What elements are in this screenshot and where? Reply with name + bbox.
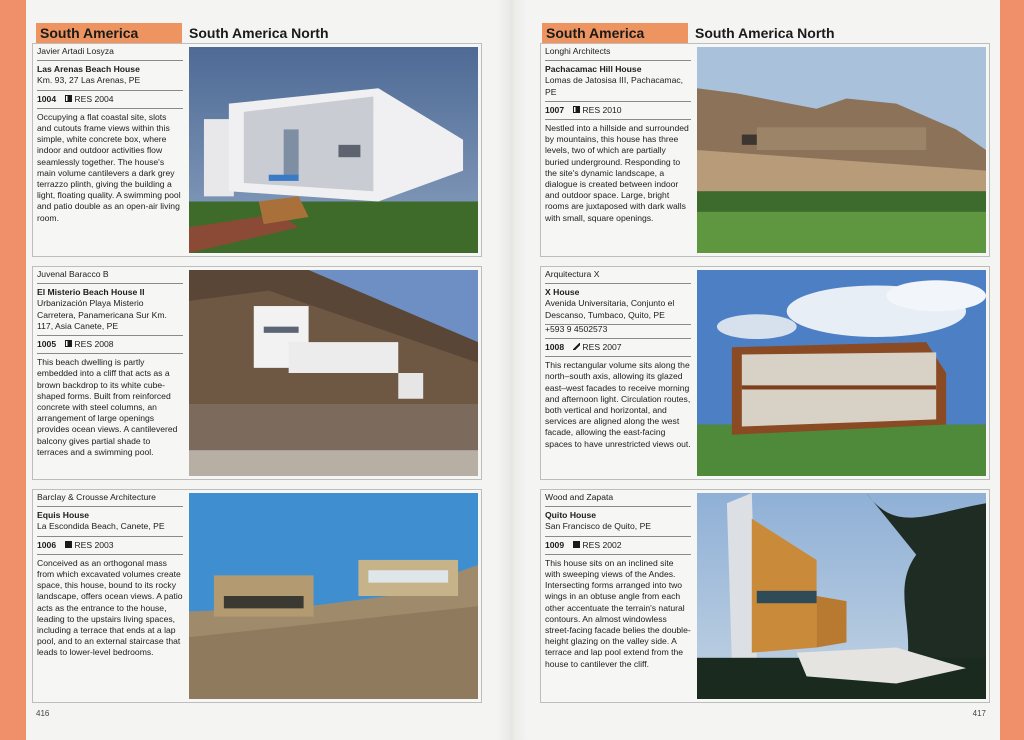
- address: Avenida Universitaria, Conjunto el Descanso, Tumbaco, Quito, PE: [545, 298, 691, 324]
- meta-row: [37, 537, 183, 555]
- building-name: Las Arenas Beach House: [37, 64, 140, 75]
- photo-x-house: [697, 270, 986, 476]
- entry-number: 1008: [545, 342, 565, 353]
- description: Nestled into a hillside and surrounded by mountains, this house has three levels, two of which are partially buried underground. Responding to the site's dynamic landscape, a dialogue is created between indoor and outdoor space. Large, bright rooms are juxtaposed with dark walls with small, square openings.: [545, 123, 689, 223]
- description: This beach dwelling is partly embedded into a cliff that acts as a brown backdrop to its white cube-shaped forms. Built from reinforced concrete with steel columns, an arrangement of large openings provides ocean views. A cantilevered balcony gives partial shade to terraces and a swimming pool.: [37, 357, 178, 457]
- building-name: X House: [545, 287, 580, 298]
- right-page: [528, 0, 1000, 740]
- building-name: Equis House: [37, 510, 90, 521]
- meta-row: [545, 537, 691, 555]
- left-page: [26, 0, 496, 740]
- region-label: South America: [36, 23, 182, 43]
- entry-1008: [540, 266, 990, 480]
- full-square-icon: [65, 541, 72, 548]
- left-header: [36, 23, 329, 43]
- photo-quito-house: [697, 493, 986, 699]
- building-name: Quito House: [545, 510, 597, 521]
- type-year: RES 2010: [582, 104, 622, 115]
- half-square-icon: [65, 95, 72, 102]
- type-year: RES 2004: [74, 93, 114, 104]
- type-year: RES 2002: [582, 539, 622, 550]
- building-name: El Misterio Beach House II: [37, 287, 145, 298]
- architect: Barclay & Crousse Architecture: [37, 490, 183, 507]
- type-year: RES 2003: [74, 539, 114, 550]
- meta-row: [545, 339, 691, 357]
- address: Lomas de Jatosisa III, Pachacamac, PE: [545, 75, 691, 101]
- photo-pachacamac: [697, 47, 986, 253]
- entry-1007: [540, 43, 990, 257]
- entry-1005: [32, 266, 482, 480]
- entry-1006: [32, 489, 482, 703]
- architect: Longhi Architects: [545, 44, 691, 61]
- entry-number: 1006: [37, 539, 57, 550]
- architect: Javier Artadi Losyza: [37, 44, 183, 61]
- meta-row: [37, 336, 183, 354]
- region-label: South America: [542, 23, 688, 43]
- address: La Escondida Beach, Canete, PE: [37, 521, 183, 536]
- address: San Francisco de Quito, PE: [545, 521, 691, 536]
- slope-icon: [573, 343, 580, 350]
- entry-number: 1007: [545, 104, 565, 115]
- architect: Wood and Zapata: [545, 490, 691, 507]
- photo-las-arenas: [189, 47, 478, 253]
- entry-1009: [540, 489, 990, 703]
- entry-1004: [32, 43, 482, 257]
- description: This house sits on an inclined site with sweeping views of the Andes. Intersecting forms arranged into two wings in an obtuse angle from each other accentuate the terrain's natural contours. An almost windowless street-facing facade belies the double-height glazing on the valley side. A terrace and lap pool extend from the house to cantilever the cliff.: [545, 557, 691, 669]
- entry-number: 1004: [37, 93, 57, 104]
- address: Km. 93, 27 Las Arenas, PE: [37, 75, 183, 90]
- address: Urbanización Playa Misterio Carretera, Panamericana Sur Km. 117, Asia Canete, PE: [37, 298, 183, 336]
- description: This rectangular volume sits along the north–south axis, allowing its glazed east–west facades to receive morning and afternoon light. Circulation routes, both vertical and horizontal, and services are aligned along the west facade, allowing the east-facing spaces to have unrestricted views out.: [545, 360, 691, 449]
- photo-el-misterio: [189, 270, 478, 476]
- page-number-left: 416: [36, 709, 50, 718]
- type-year: RES 2007: [582, 342, 622, 353]
- description: Occupying a flat coastal site, slots and cutouts frame views within this simple, white concrete box, where indoor and outdoor activities flow seamlessly together. The house's main volume cantilevers a dark grey terrazzo plinth, giving the building a light, floating quality. A swimming pool and patio double as an open-air living room.: [37, 111, 181, 223]
- book-gutter: [496, 0, 528, 740]
- entry-number: 1009: [545, 539, 565, 550]
- building-name: Pachacamac Hill House: [545, 64, 642, 75]
- meta-row: [37, 91, 183, 109]
- architect: Arquitectura X: [545, 267, 691, 284]
- subregion-label: South America North: [189, 25, 329, 41]
- type-year: RES 2008: [74, 339, 114, 350]
- entry-number: 1005: [37, 339, 57, 350]
- description: Conceived as an orthogonal mass from which excavated volumes create space, this house, bound to its rocky landscape, offers ocean views. A patio acts as the entrance to the house, leading to the upstairs living spaces, including a terrace that ends at a lap pool, and to an external staircase that leads to lower-level bedrooms.: [37, 557, 183, 658]
- meta-row: [545, 102, 691, 120]
- half-square-icon: [573, 106, 580, 113]
- phone: +593 9 4502573: [545, 324, 691, 339]
- full-square-icon: [573, 541, 580, 548]
- right-header: [542, 23, 835, 43]
- photo-equis-house: [189, 493, 478, 699]
- half-square-icon: [65, 340, 72, 347]
- page-number-right: 417: [972, 709, 986, 718]
- subregion-label: South America North: [695, 25, 835, 41]
- architect: Juvenal Baracco B: [37, 267, 183, 284]
